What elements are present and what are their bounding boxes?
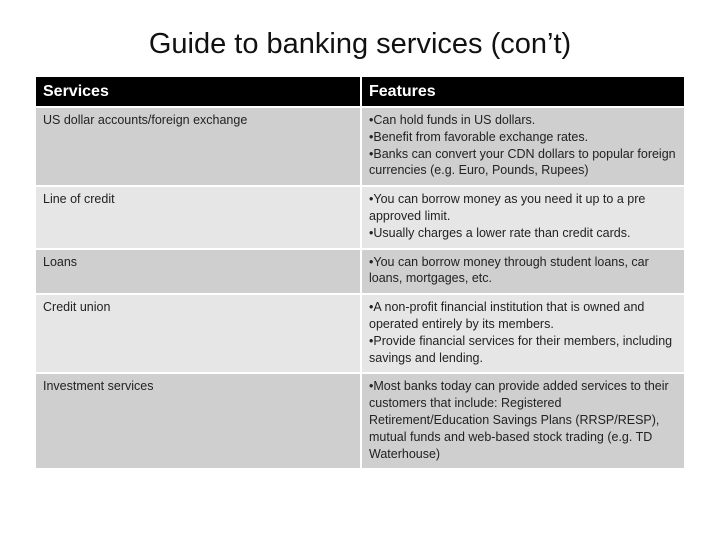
column-header-services: Services — [36, 77, 361, 107]
features-cell — [361, 107, 684, 186]
banking-services-table — [36, 77, 684, 468]
service-cell: US dollar accounts/foreign exchange — [36, 107, 361, 186]
feature-line: •A non-profit financial institution that is owned and operated entirely by its members. — [369, 300, 645, 331]
table-row — [36, 294, 684, 373]
service-cell: Line of credit — [36, 186, 361, 248]
feature-line: •Most banks today can provide added services to their customers that include: Registered Retirement/Education Savings Plans (RRSP/RESP), mutual funds and web-based stock trading (e.g. TD Waterhouse) — [369, 379, 669, 461]
feature-line: •Can hold funds in US dollars. — [369, 113, 536, 127]
features-cell — [361, 294, 684, 373]
table-row — [36, 107, 684, 186]
feature-line: •Usually charges a lower rate than credit cards. — [369, 225, 631, 240]
feature-line: •Provide financial services for their members, including savings and lending. — [369, 333, 673, 365]
service-cell: Investment services — [36, 373, 361, 468]
features-cell — [361, 186, 684, 248]
table-row — [36, 249, 684, 295]
slide-title: Guide to banking services (con’t) — [148, 28, 572, 60]
service-cell: Loans — [36, 249, 361, 295]
feature-line: •Banks can convert your CDN dollars to popular foreign currencies (e.g. Euro, Pounds, Rupees) — [369, 146, 676, 178]
table-header-row — [36, 77, 684, 107]
feature-line: •You can borrow money as you need it up to a pre approved limit. — [369, 192, 646, 223]
features-cell — [361, 249, 684, 295]
features-cell — [361, 373, 684, 468]
service-cell: Credit union — [36, 294, 361, 373]
table-row — [36, 186, 684, 248]
feature-line: •Benefit from favorable exchange rates. — [369, 129, 589, 144]
feature-line: •You can borrow money through student loans, car loans, mortgages, etc. — [369, 254, 649, 286]
table-row — [36, 373, 684, 468]
column-header-features: Features — [361, 77, 684, 107]
